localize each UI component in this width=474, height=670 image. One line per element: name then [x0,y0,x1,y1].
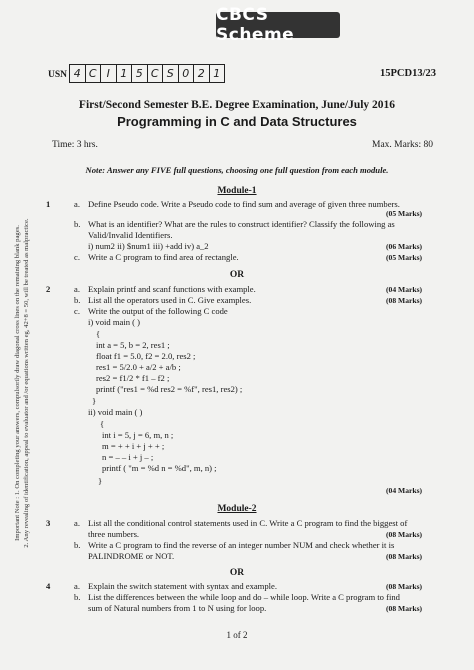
usn-char: 2 [193,64,210,83]
code-line: { [100,419,105,429]
usn-char: S [162,64,179,83]
part-label: c. [74,306,80,316]
part-label: a. [74,518,80,528]
marks-label: (08 Marks) [386,604,423,613]
code-line: int i = 5, j = 6, m, n ; [102,430,174,440]
code-line: res2 = f1/2 * f1 – f2 ; [96,373,170,383]
code-line: printf ("res1 = %d res2 = %f", res1, res2) ; [96,384,243,394]
code-line: m = + + i + j + + ; [102,441,165,451]
usn-char: 5 [131,64,148,83]
question-text: Explain the switch statement with syntax and example. [88,581,278,591]
page-number: 1 of 2 [226,630,248,640]
max-marks: Max. Marks: 80 [372,140,433,150]
exam-title: First/Second Semester B.E. Degree Examination, June/July 2016 [78,99,396,111]
side-important-note [13,183,31,583]
code-line: int a = 5, b = 2, res1 ; [96,340,170,350]
usn-char: I [100,64,117,83]
subject-title: Programming in C and Data Structures [117,114,357,129]
part-label: b. [74,219,81,229]
question-text: List all the operators used in C. Give examples. [88,295,252,305]
part-label: b. [74,592,81,602]
marks-label: (05 Marks) [386,253,423,262]
usn-char: 4 [69,64,86,83]
marks-label: (04 Marks) [386,285,423,294]
code-line: } [98,476,103,486]
code-line: float f1 = 5.0, f2 = 2.0, res2 ; [96,351,196,361]
module-1-heading: Module-1 [217,186,257,196]
question-text: PALINDROME or NOT. [88,551,175,561]
code-line: ii) void main ( ) [88,407,143,417]
module-2-heading: Module-2 [217,504,257,514]
marks-label: (05 Marks) [386,209,423,218]
part-label: a. [74,284,80,294]
question-text: Write a C program to find area of rectangle. [88,252,239,262]
marks-label: (08 Marks) [386,552,423,561]
question-text: List all the conditional control statements used in C. Write a C program to find the biggest of [88,518,408,528]
part-label: a. [74,581,80,591]
usn-char: 0 [178,64,195,83]
marks-label: (08 Marks) [386,296,423,305]
marks-label: (08 Marks) [386,582,423,591]
code-line: i) void main ( ) [88,317,141,327]
question-text: Explain printf and scanf functions with example. [88,284,256,294]
marks-label: (06 Marks) [386,242,423,251]
question-text: Write the output of the following C code [88,306,228,316]
question-number: 4 [46,581,51,591]
usn-label: USN [48,70,68,80]
scheme-badge: CBCS Scheme [216,12,340,38]
usn-char: C [147,64,164,83]
question-text: What is an identifier? What are the rules to construct identifier? Classify the following as [88,219,395,229]
time-allowed: Time: 3 hrs. [52,140,98,150]
question-number: 1 [46,199,51,209]
question-text: sum of Natural numbers from 1 to N using for loop. [88,603,267,613]
or-divider: OR [229,270,245,280]
or-divider: OR [229,568,245,578]
code-line: printf ( "m = %d n = %d", m, n) ; [102,463,217,473]
instructions-note: Note: Answer any FIVE full questions, choosing one full question from each module. [85,165,389,175]
usn-char: 1 [116,64,133,83]
question-text: List the differences between the while loop and do – while loop. Write a C program to find [88,592,400,602]
side-note-line-2: 2. Any revealing of identification, appeal to evaluator and /or equations written eg, 42+8 = 50, will be treated as malpractice. [23,218,30,548]
question-text: i) num2 ii) $num1 iii) +add iv) a_2 [88,241,209,251]
part-label: b. [74,295,81,305]
usn-boxes [70,64,225,83]
part-label: b. [74,540,81,550]
code-line: n = – – i + j – ; [102,452,154,462]
question-text: Valid/Invalid Identifiers. [88,230,173,240]
question-number: 2 [46,284,51,294]
part-label: a. [74,199,80,209]
question-text: three numbers. [88,529,140,539]
subject-code: 15PCD13/23 [380,68,436,79]
code-line: } [92,396,97,406]
question-text: Write a C program to find the reverse of an integer number NUM and check whether it is [88,540,395,550]
question-number: 3 [46,518,51,528]
question-text: Define Pseudo code. Write a Pseudo code to find sum and average of given three numbers. [88,199,400,209]
usn-char: 1 [209,64,226,83]
side-note-line-1: Important Note : 1. On completing your answers, compulsorily draw diagonal cross lines on the remaining blank pages. [14,225,21,541]
marks-label: (08 Marks) [386,530,423,539]
part-label: c. [74,252,80,262]
code-line: { [96,329,101,339]
code-line: res1 = 5/2.0 + a/2 + a/b ; [96,362,181,372]
usn-char: C [85,64,102,83]
marks-label: (04 Marks) [386,486,423,495]
